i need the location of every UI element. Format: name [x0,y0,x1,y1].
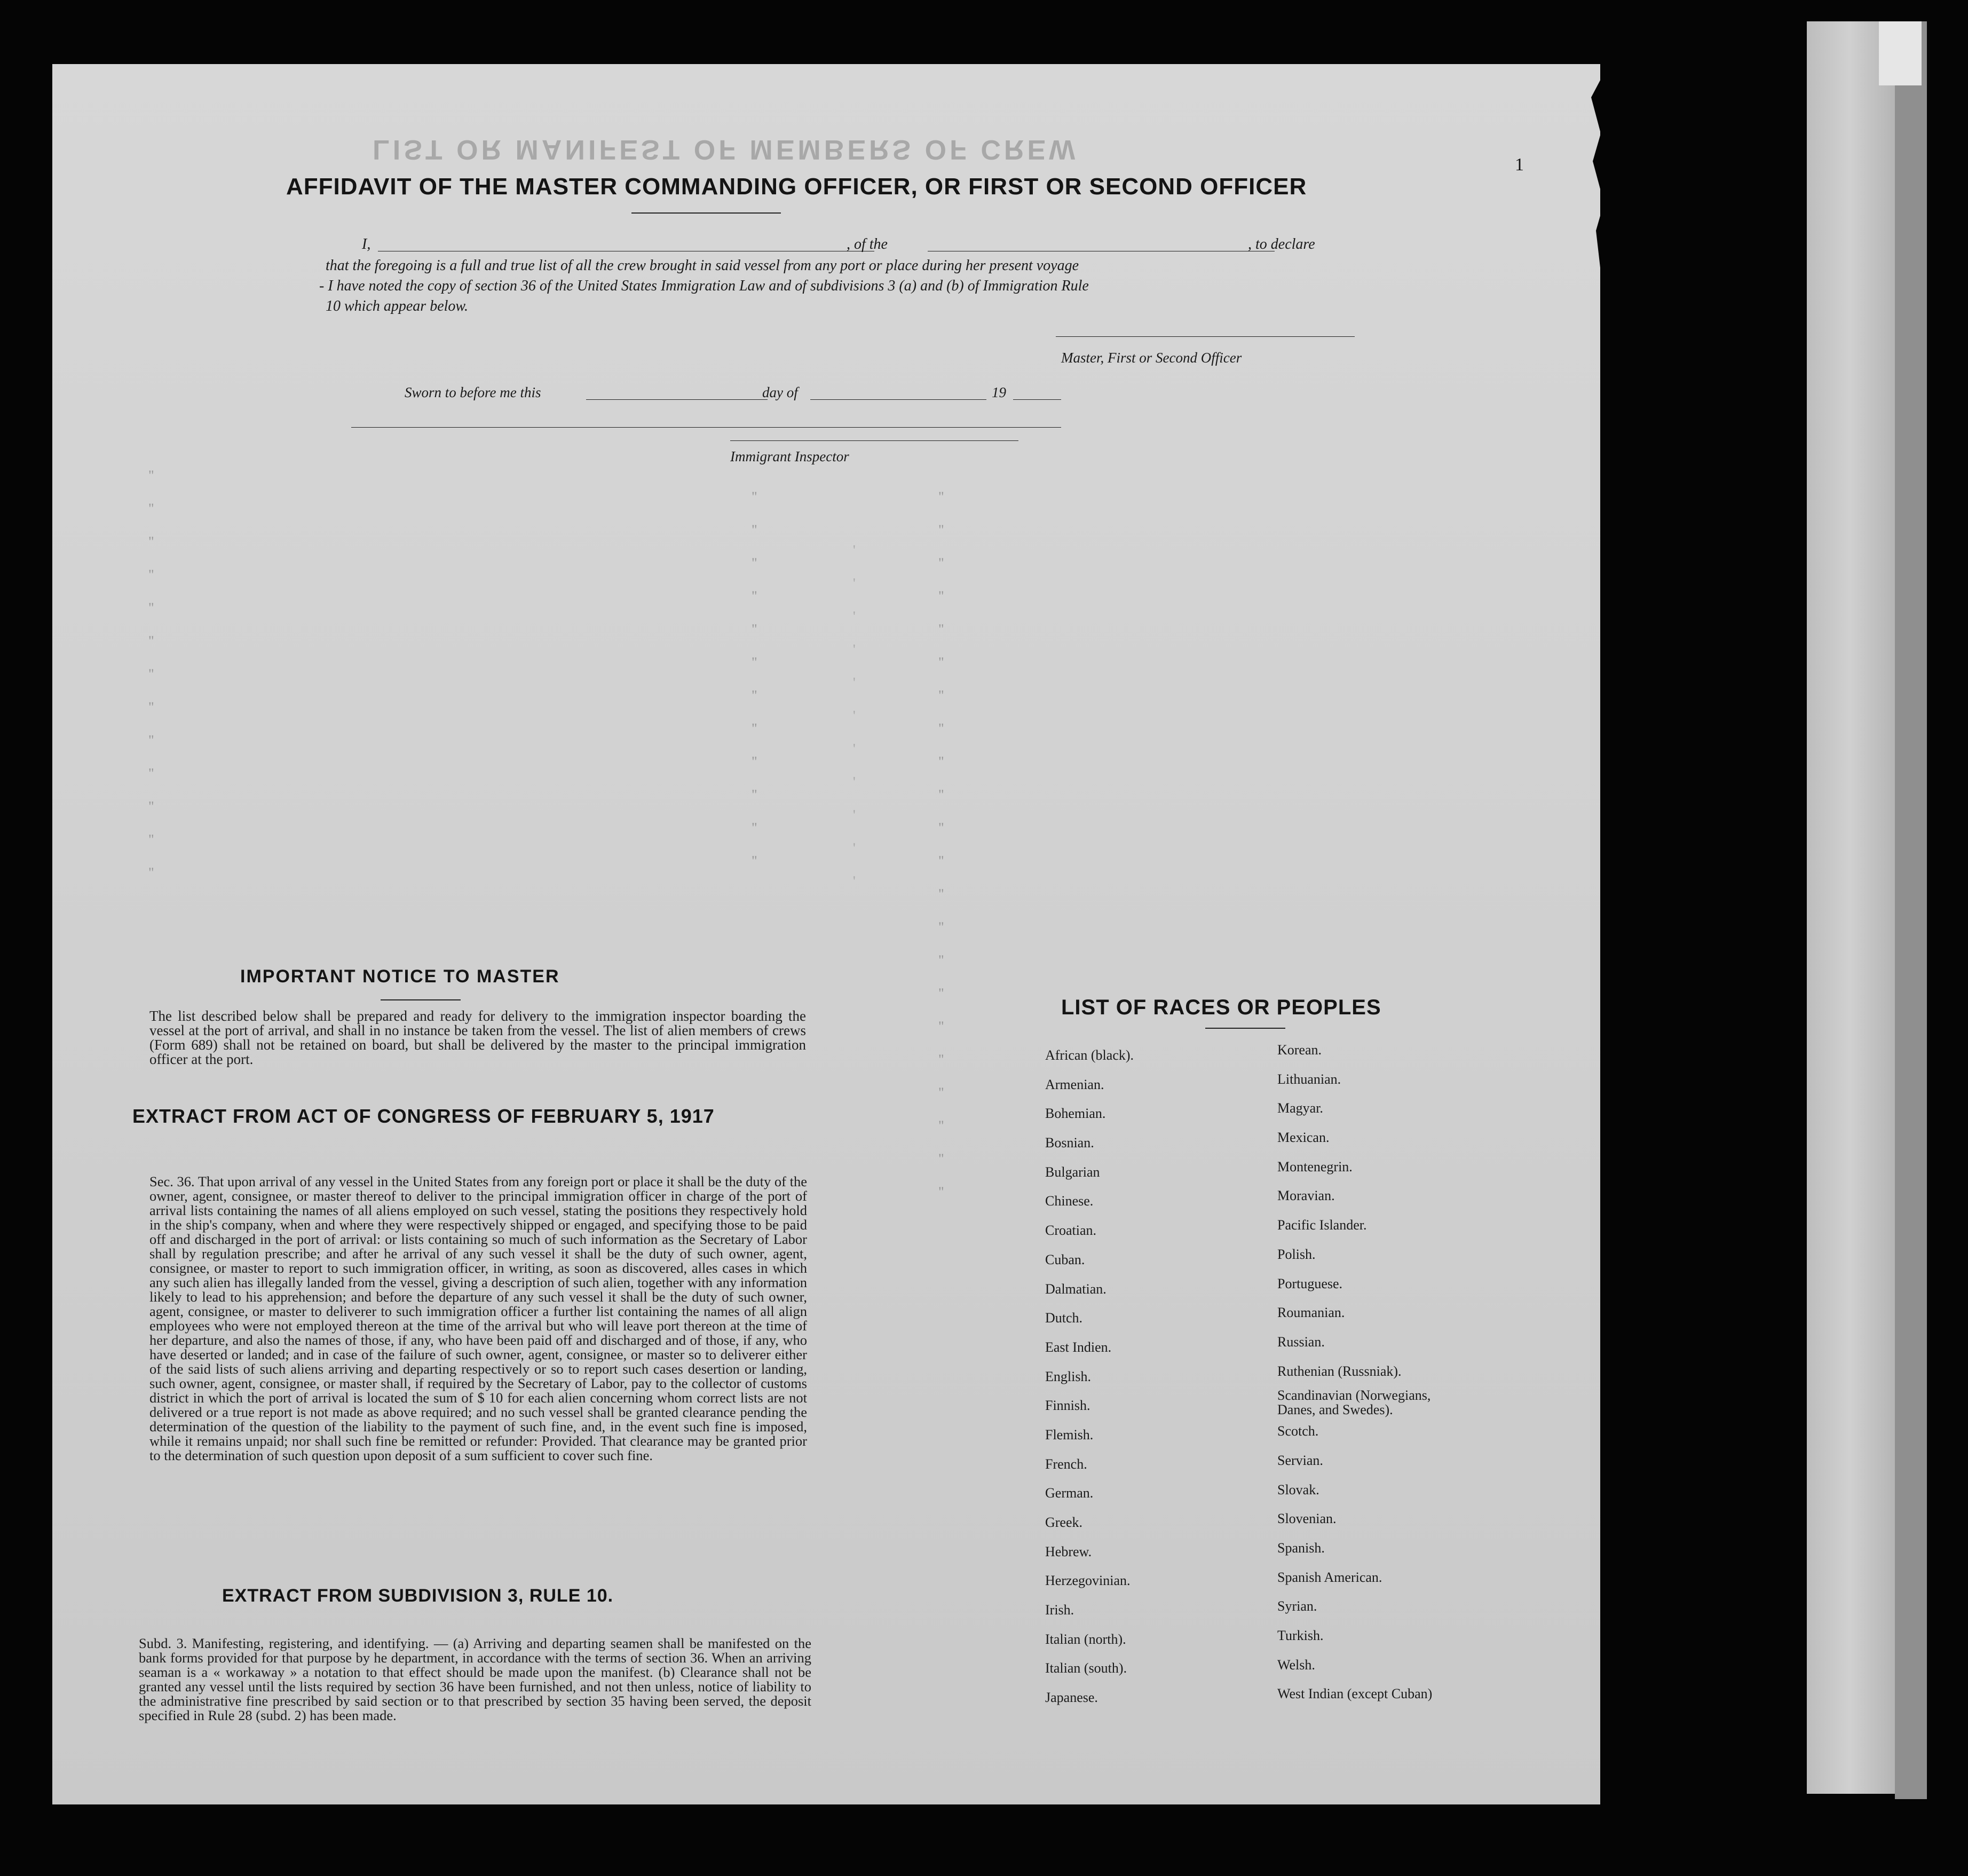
race-item: Montenegrin. [1277,1158,1353,1175]
master-signature-blank [1056,336,1355,337]
race-item: Mexican. [1277,1130,1330,1146]
master-signature-label: Master, First or Second Officer [1061,350,1242,366]
notice-heading: IMPORTANT NOTICE TO MASTER [240,966,560,987]
race-item: Ruthenian (Russniak). [1277,1363,1402,1379]
race-item: Cuban. [1045,1251,1085,1267]
torn-edge [1590,64,1600,342]
race-item: Irish. [1045,1602,1074,1618]
races-heading: LIST OF RACES OR PEOPLES [1061,996,1381,1019]
races-heading-rule [1205,1028,1285,1029]
sworn-day-blank [586,399,768,400]
sworn-year-blank [1013,399,1061,400]
bleed-through-ditto-column: ' ' ' ' ' ' ' ' ' ' ' [853,542,856,889]
affidavit-heading-rule [631,212,781,214]
affidavit-line-4: 10 which appear below. [326,298,469,314]
bleed-through-text: LIST OR MANIFEST OF MEMBERS OF CREW [373,134,1079,165]
race-item: Scotch. [1277,1423,1319,1439]
notice-text: The list described below shall be prepared and ready for delivery to the immigration inspector boarding the vessel at the port of arrival, and shall in no instance be taken from the vessel. The list of alien members of crews (Form 689) shall not be retained on board, but shall be delivered by the master to the principal immigration officer at the port. [149,1008,806,1067]
affidavit-of-label: , of the [847,236,888,253]
race-item: Japanese. [1045,1690,1098,1706]
affidavit-line-2: that the foregoing is a full and true list of all the crew brought in said vessel from any port or place during her present voyage [326,257,1079,274]
notice-heading-rule [381,999,461,1000]
adjacent-page-edge-2 [1895,21,1927,1799]
bleed-through-ditto-column: " " " " " " " " " " " " " [148,468,154,880]
race-item: Bohemian. [1045,1106,1106,1122]
affidavit-heading: AFFIDAVIT OF THE MASTER COMMANDING OFFICER, OR FIRST OR SECOND OFFICER [286,174,1307,200]
race-item: Roumanian. [1277,1305,1345,1321]
rule-heading: EXTRACT FROM SUBDIVISION 3, RULE 10. [222,1586,614,1606]
affidavit-line-3: - I have noted the copy of section 36 of the United States Immigration Law and of subdivisions 3 (a) and (b) of Immigration Rule [319,278,1089,294]
rule-text: Subd. 3. Manifesting, registering, and identifying. — (a) Arriving and departing seamen shall be manifested on the bank forms provided for that purpose by he department, in accordance with the terms of section 36. When an arriving seaman is a « workaway » a notation to that effect should be made upon the manifest. (b) Clearance shall not be granted any vessel until the lists required by section 36 have been furnished, and not then unless, notice of liability to the administrative fine prescribed by said section or to that prescribed by section 35 having been served, the deposit specified in Rule 28 (subd. 2) has been made. [139,1635,811,1723]
race-item: Bosnian. [1045,1135,1094,1151]
race-item: Italian (south). [1045,1660,1127,1676]
race-item: Moravian. [1277,1188,1335,1204]
race-item: Dalmatian. [1045,1281,1106,1297]
race-item: Slovak. [1277,1481,1319,1497]
race-item: Slovenian. [1277,1511,1337,1527]
act-heading: EXTRACT FROM ACT OF CONGRESS OF FEBRUARY 5, 1917 [132,1105,715,1127]
race-item: English. [1045,1368,1091,1384]
race-item: Spanish. [1277,1540,1325,1556]
immigrant-inspector-label: Immigrant Inspector [730,448,849,464]
adjacent-page-tab [1879,21,1922,85]
sworn-month-blank [810,399,986,400]
race-item: Pacific Islander. [1277,1217,1367,1233]
race-item: Bulgarian [1045,1164,1100,1180]
race-item: Herzegovinian. [1045,1573,1131,1589]
race-item: Flemish. [1045,1426,1094,1443]
race-item: Finnish. [1045,1398,1090,1414]
year-label: 19 [992,384,1006,400]
races-column-2 [1277,1036,1453,1709]
act-text: Sec. 36. That upon arrival of any vessel in the United States from any foreign port or place it shall be the duty of the owner, agent, consignee, or master thereof to deliver to the principal immigration officer in charge of the port of arrival lists containing the names of all aliens employed on such vessel, stating the positions they respectively hold in the ship's company, when and where they were respectively shipped or engaged, and specifying those to be paid off and discharged in the port of arrival: or lists containing so much of such information as the Secretary of Labor shall by regulation prescribe; and after he arrival of any such vessel it shall be the duty of such owner, agent, consignee, or master to report to such immigration officer, in writing, as soon as discovered, alles cases in which any such alien has illegally landed from the vessel, giving a description of such alien, together with any information likely to lead to his apprehension; and before the departure of any such vessel it shall be the duty of such owner, agent, consignee, or master to deliverer to such immigration officer a further list containing the names of all align employees who were not employed thereon at the time of the arrival but who will leave port thereon at the time of her departure, and also the names of those, if any, who have been paid off and discharged and of those, if any, who have deserted or landed; and in case of the failure of such owner, agent, consignee, or master so to deliverer either of the said lists of such aliens arriving and departing respectively or so to report such cases desertion or landing, such owner, agent, consignee, or master shall, if required by the Secretary of Labor, pay to the collector of customs district in which the port of arrival is located the sum of $ 10 for each alien concerning whom correct lists are not delivered or a true report is not made as above required; and no such vessel shall be granted clearance pending the determination of the question of the liability to the payment of such fine, and, in the event such fine is imposed, while it remains unpaid; nor shall such fine be remitted or refunder: Provided. That clearance may be granted prior to the determination of such question upon deposit of a sum sufficient to cover such fine. [149,1173,807,1463]
manifest-page [52,64,1600,1804]
race-item: African (black). [1045,1047,1134,1063]
page-number: 1 [1515,155,1524,175]
race-item: German. [1045,1485,1094,1501]
bleed-through-ditto-column: " " " " " " " " " " " " [752,489,757,869]
race-item: Chinese. [1045,1193,1094,1209]
race-item: Lithuanian. [1277,1071,1341,1087]
race-item: Armenian. [1045,1076,1104,1092]
race-item: Syrian. [1277,1598,1317,1614]
affidavit-i-label: I, [362,236,371,253]
race-item: Greek. [1045,1515,1083,1530]
sworn-label: Sworn to before me this [405,384,541,400]
race-item: Magyar. [1277,1100,1323,1116]
sworn-full-rule [351,427,1061,428]
race-item: Hebrew. [1045,1543,1092,1559]
race-item: East Indien. [1045,1339,1112,1355]
race-item: Turkish. [1277,1628,1324,1644]
race-item: West Indian (except Cuban) [1277,1686,1433,1702]
affidavit-declare-label: , to declare [1248,236,1315,253]
race-item: Italian (north). [1045,1631,1126,1647]
day-of-label: day of [762,384,798,400]
race-item: Dutch. [1045,1310,1083,1326]
race-item: Spanish American. [1277,1569,1382,1585]
race-item: French. [1045,1456,1087,1472]
race-item: Scandinavian (Norwegians, Danes, and Swedes). [1277,1388,1431,1418]
races-column-1 [1045,1041,1134,1713]
inspector-signature-blank [730,440,1018,441]
race-item: Polish. [1277,1246,1316,1262]
race-item: Croatian. [1045,1223,1097,1239]
race-item: Servian. [1277,1452,1323,1468]
race-item: Korean. [1277,1042,1322,1058]
bleed-through-ditto-column: " " " " " " " " " " " " " " " " " " " " " " [938,489,944,1200]
race-item: Portuguese. [1277,1275,1343,1291]
race-item: Welsh. [1277,1657,1315,1673]
race-item: Russian. [1277,1334,1325,1350]
